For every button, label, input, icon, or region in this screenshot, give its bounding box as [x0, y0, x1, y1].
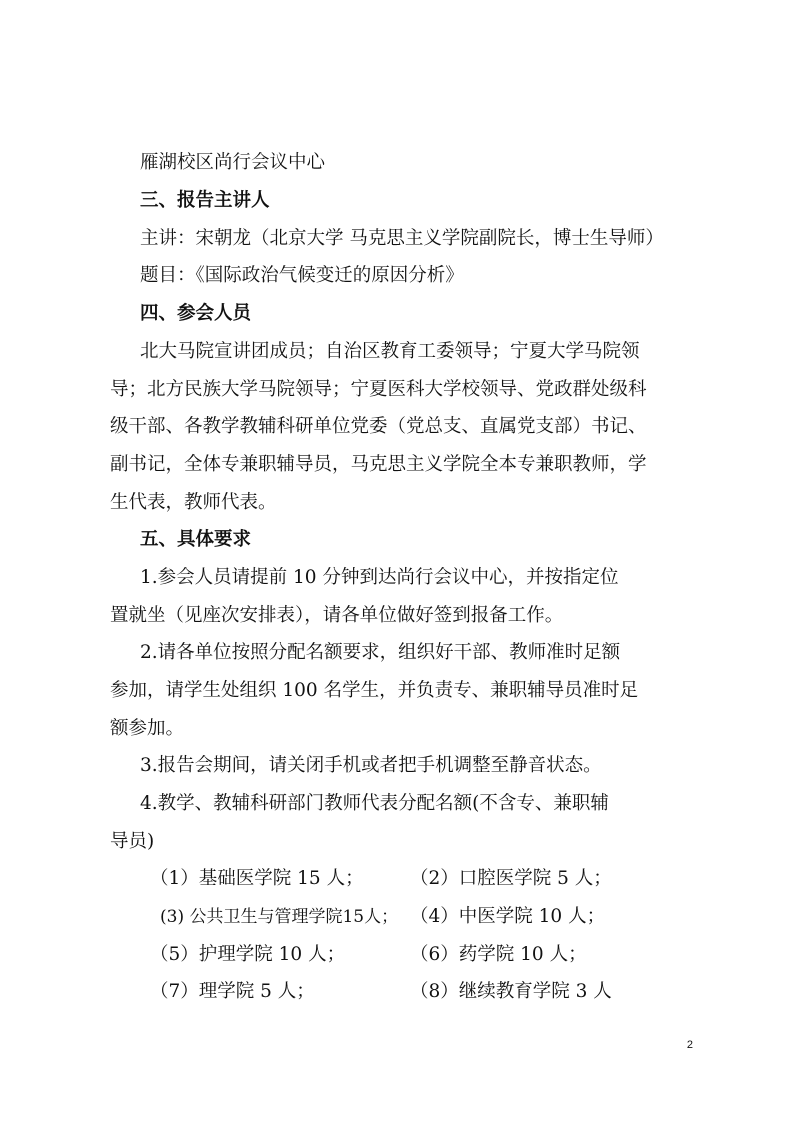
requirement-3-line: 3.报告会期间，请关闭手机或者把手机调整至静音状态。 [140, 755, 602, 776]
quota-item: （4）中医学院 10 人； [410, 906, 606, 927]
attendee-line: 副书记，全体专兼职辅导员，马克思主义学院全本专兼职教师，学 [110, 454, 647, 475]
quota-item: （1）基础医学院 15 人； [150, 868, 364, 889]
requirement-1-line: 置就坐（见座次安排表），请各单位做好签到报备工作。 [110, 605, 564, 626]
requirement-2-line: 2.请各单位按照分配名额要求，组织好干部、教师准时足额 [140, 642, 621, 663]
quota-item: （8）继续教育学院 3 人 [410, 981, 612, 1002]
attendee-line: 导；北方民族大学马院领导；宁夏医科大学校领导、党政群处级科 [110, 379, 647, 400]
attendee-line: 北大马院宣讲团成员；自治区教育工委领导；宁夏大学马院领 [140, 341, 640, 362]
requirement-2-line: 额参加。 [110, 718, 185, 739]
requirement-1-line: 1.参会人员请提前 10 分钟到达尚行会议中心，并按指定位 [140, 567, 619, 588]
attendee-line: 级干部、各教学教辅科研单位党委（党总支、直属党支部）书记、 [110, 416, 647, 437]
quota-item: （7）理学院 5 人； [150, 981, 315, 1002]
section4-heading: 四、参会人员 [140, 303, 252, 324]
section3-heading: 三、报告主讲人 [140, 190, 270, 211]
topic-line: 题目：《国际政治气候变迁的原因分析》 [140, 265, 464, 286]
speaker-line: 主讲：宋朝龙（北京大学 马克思主义学院副院长，博士生导师） [140, 228, 664, 249]
quota-item: （5）护理学院 10 人； [150, 944, 346, 965]
requirement-4-line: 导员) [110, 831, 155, 852]
requirement-2-line: 参加，请学生处组织 100 名学生，并负责专、兼职辅导员准时足 [110, 680, 639, 701]
page-number: 2 [686, 1039, 693, 1051]
quota-item: （6）药学院 10 人； [410, 944, 587, 965]
quota-item: (3) 公共卫生与管理学院15人； [160, 907, 399, 927]
venue-line: 雁湖校区尚行会议中心 [140, 152, 326, 173]
attendee-line: 生代表，教师代表。 [110, 492, 277, 513]
requirement-4-line: 4.教学、教辅科研部门教师代表分配名额(不含专、兼职辅 [140, 793, 609, 814]
quota-item: （2）口腔医学院 5 人； [410, 868, 612, 889]
section5-heading: 五、具体要求 [140, 529, 252, 550]
